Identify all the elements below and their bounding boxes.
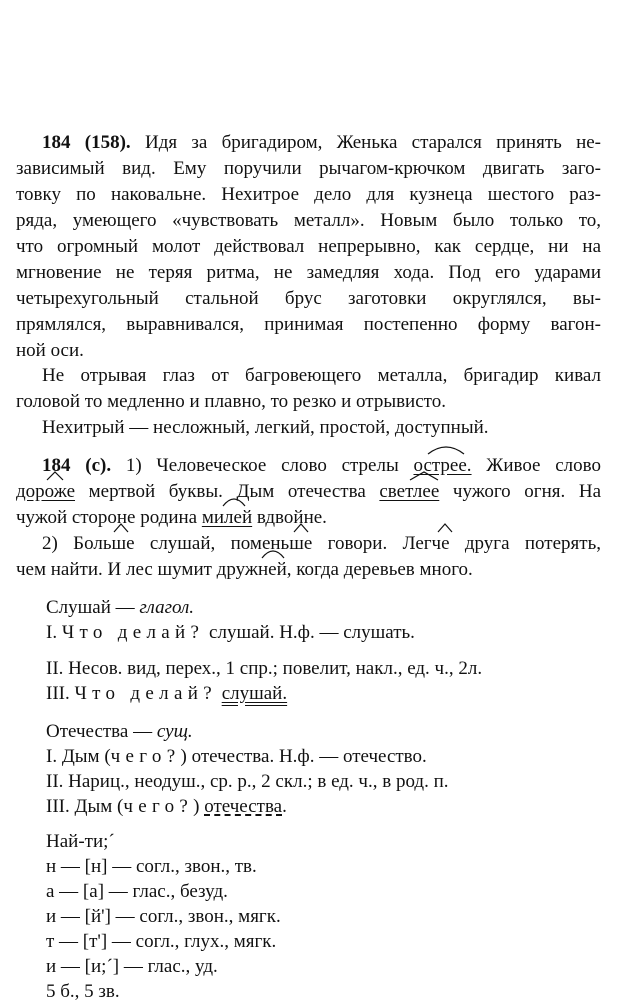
exercise-number: 184 (с). xyxy=(42,455,112,476)
suffix-arc-icon xyxy=(409,471,439,481)
suffix-arc-icon xyxy=(46,471,64,481)
phonetic-summary: 5 б., 5 зв. xyxy=(46,981,120,1002)
parse1-line-1: I. Что делай? слушай. Н.ф. — слушать. xyxy=(46,622,415,643)
suffix-arc-icon xyxy=(222,497,246,507)
marked-word: дороже xyxy=(16,480,75,504)
phonetic-word: Най-ти;´ xyxy=(46,831,115,852)
predicate-underline: слушай. xyxy=(221,683,288,704)
suffix-arc-icon xyxy=(427,445,465,455)
marked-word: Легче xyxy=(403,532,450,556)
exercise-number: 184 (158). xyxy=(42,132,131,153)
parse1-line-2: II. Несов. вид, перех., 1 спр.; повелит, накл., ед. ч., 2л. xyxy=(46,658,483,679)
suffix-arc-icon xyxy=(113,523,129,533)
ex1-line-10: Не отрывая глаз от багровеющего металла, бригадир кивал xyxy=(42,365,601,386)
marked-word: дружней xyxy=(217,558,287,582)
phonetic-row: и — [й'] — согл., звон., мягк. xyxy=(46,906,281,927)
suffix-arc-icon xyxy=(437,523,453,533)
phonetic-row: н — [н] — согл., звон., тв. xyxy=(46,856,257,877)
ex1-line-7: четырехугольный стальной брус заготовки округлялся, вы- xyxy=(16,288,601,309)
phonetic-row: а — [а] — глас., безуд. xyxy=(46,881,228,902)
parse1-line-3: III. Что делай? слушай. xyxy=(46,683,288,704)
ex2-line-3: чужой стороне родина милей вдвойне. xyxy=(16,506,601,530)
marked-word: Больше xyxy=(73,532,134,556)
ex1-line-9: ной оси. xyxy=(16,340,84,361)
suffix-arc-icon xyxy=(261,549,285,559)
phonetic-row: и — [и;´] — глас., уд. xyxy=(46,956,218,977)
marked-word: острее. xyxy=(413,454,471,478)
ex1-line-11: головой то медленно и плавно, то резко и отрывисто. xyxy=(16,391,446,412)
ex1-line-1: 184 (158). Идя за бригадиром, Женька старался принять не- xyxy=(42,132,602,153)
parse2-line-2: II. Нариц., неодуш., ср. р., 2 скл.; в ед. ч., в род. п. xyxy=(46,771,449,792)
suffix-arc-icon xyxy=(293,523,309,533)
marked-word: светлее xyxy=(379,480,439,504)
ex2-line-5: чем найти. И лес шумит дружней, когда деревьев много. xyxy=(16,558,601,582)
attribute-underline: отечества xyxy=(204,796,283,817)
phonetic-row: т — [т'] — согл., глух., мягк. xyxy=(46,931,277,952)
ex2-line-4: 2) Больше слушай, поменьше говори. Легче друга потерять, xyxy=(42,532,601,556)
ex1-line-8: прямлялся, выравнивался, принимая постепенно форму вагон- xyxy=(16,314,601,335)
parse2-heading: Отечества — сущ. xyxy=(46,721,193,742)
parse2-line-1: I. Дым (чего?) отечества. Н.ф. — отечество. xyxy=(46,746,427,767)
ex1-definition: Нехитрый — несложный, легкий, простой, доступный. xyxy=(42,417,489,438)
marked-word: милей xyxy=(202,506,252,530)
ex1-line-5: что огромный молот действовал непрерывно, как сердце, ни на xyxy=(16,236,601,257)
ex2-line-2: дороже мертвой буквы. Дым отечества светлее чужого огня. На xyxy=(16,480,601,504)
ex1-line-4: ряда, умеющего «чувствовать металл». Новым было только то, xyxy=(16,210,601,231)
ex1-line-3: товку по наковальне. Нехитрое дело для кузнеца шестого раз- xyxy=(16,184,601,205)
parse2-line-3: III. Дым (чего?) отечества. xyxy=(46,796,287,817)
marked-word: поменьше xyxy=(231,532,313,556)
ex2-line-1: 184 (с). 1) Человеческое слово стрелы острее. Живое слово xyxy=(42,454,601,478)
parse1-heading: Слушай — глагол. xyxy=(46,597,195,618)
ex1-line-2: зависимый вид. Ему поручили рычагом-крючком двигать заго- xyxy=(16,158,601,179)
ex1-line-6: мгновение не теряя ритма, не замедляя хода. Под его ударами xyxy=(16,262,601,283)
